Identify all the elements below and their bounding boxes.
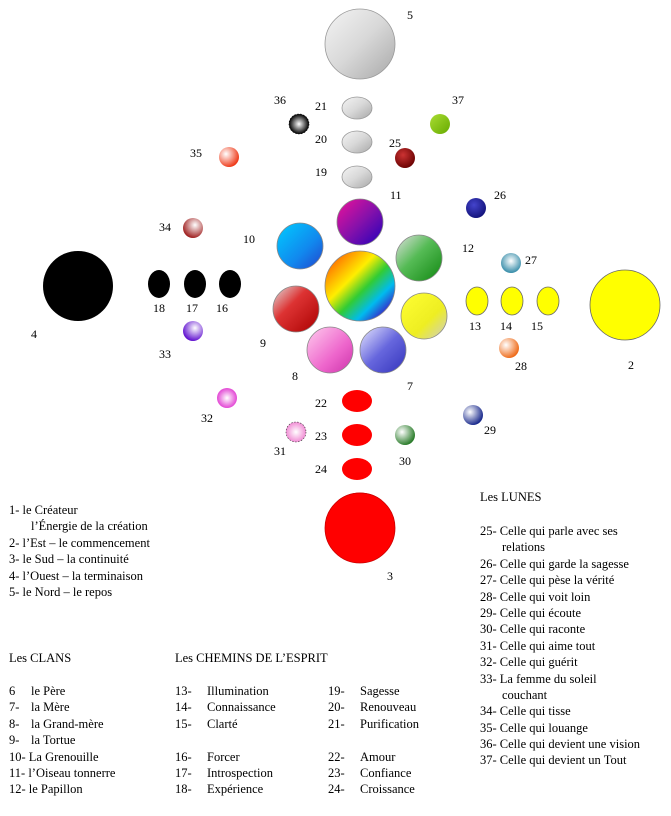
directions-legend	[9, 502, 150, 600]
label-31: 31	[274, 444, 286, 458]
moon-item: 35- Celle qui louange	[480, 720, 588, 735]
clan-item: 11- l’Oiseau tonnerre	[9, 765, 116, 780]
moon-stone-28	[499, 338, 519, 358]
label-27: 27	[525, 253, 537, 267]
moon-item-cont: couchant	[502, 687, 548, 702]
clan-stone-6	[401, 293, 447, 339]
label-36: 36	[274, 93, 286, 107]
label-15: 15	[531, 319, 543, 333]
moon-stone-31	[286, 422, 306, 442]
label-30: 30	[399, 454, 411, 468]
label-26: 26	[494, 188, 506, 202]
clan-item: 9- la Tortue	[9, 733, 76, 748]
label-10: 10	[243, 232, 255, 246]
path-item: 15- Clarté	[175, 716, 238, 731]
moon-stone-37	[430, 114, 450, 134]
direction-line-3: 3- le Sud – la continuité	[9, 552, 129, 567]
path-item: 24- Croissance	[328, 782, 415, 797]
moon-item: 32- Celle qui guérit	[480, 655, 578, 670]
path-spacer	[175, 732, 276, 748]
paths-col-2	[328, 683, 419, 798]
label-4: 4	[31, 327, 37, 341]
moon-stone-26	[466, 198, 486, 218]
creator-stone	[325, 251, 395, 321]
moon-item: 25- Celle qui parle avec ses	[480, 524, 618, 538]
path-stone-15	[537, 287, 559, 315]
label-2: 2	[628, 358, 634, 372]
moon-item: 34- Celle qui tisse	[480, 704, 571, 719]
path-stone-22	[342, 390, 372, 412]
label-34: 34	[159, 220, 171, 234]
paths-col-1	[175, 683, 276, 798]
moon-item: 30- Celle qui raconte	[480, 622, 586, 637]
direction-line-1: 1- le Créateur	[9, 503, 78, 517]
label-12: 12	[462, 241, 474, 255]
moon-item-cont: relations	[502, 540, 546, 555]
west-stone	[43, 251, 113, 321]
path-item: 18- Expérience	[175, 782, 264, 797]
moon-item: 33- La femme du soleil	[480, 671, 597, 686]
clan-stone-10	[277, 223, 323, 269]
path-item: 21- Purification	[328, 716, 420, 731]
label-17: 17	[186, 301, 198, 315]
direction-line-4: 4- l’Ouest – la terminaison	[9, 568, 143, 583]
label-3-html: 3	[387, 569, 393, 583]
path-stone-23	[342, 424, 372, 446]
label-21: 21	[315, 99, 327, 113]
label-20: 20	[315, 132, 327, 146]
moon-stone-36	[289, 114, 309, 134]
south-stone-lower	[325, 493, 395, 563]
label-32: 32	[201, 411, 213, 425]
label-28: 28	[515, 359, 527, 373]
moon-item: 37- Celle qui devient un Tout	[480, 753, 627, 768]
path-item: 17- Introspection	[175, 765, 273, 780]
moon-stone-33	[183, 321, 203, 341]
moon-stone-25	[395, 148, 415, 168]
path-item: 13- Illumination	[175, 684, 269, 698]
label-11: 11	[390, 188, 402, 202]
path-stone-13	[466, 287, 488, 315]
east-stone	[590, 270, 660, 340]
label-23: 23	[315, 429, 327, 443]
label-22: 22	[315, 396, 327, 410]
label-7: 7	[407, 379, 413, 393]
path-spacer	[328, 732, 419, 748]
moons-list	[480, 523, 640, 769]
clan-stone-9	[273, 286, 319, 332]
path-stone-17	[184, 270, 206, 298]
path-stone-16	[219, 270, 241, 298]
moons-title: Les LUNES	[480, 490, 542, 504]
north-stone	[325, 9, 395, 79]
clan-item: 7- la Mère	[9, 700, 70, 715]
moon-stone-27	[501, 253, 521, 273]
path-item: 19- Sagesse	[328, 684, 400, 698]
path-item: 16- Forcer	[175, 749, 240, 764]
path-stone-20	[342, 131, 372, 153]
paths-title: Les CHEMINS DE L’ESPRIT	[175, 651, 328, 665]
direction-line-5: 5- le Nord – le repos	[9, 584, 113, 599]
label-14: 14	[500, 319, 512, 333]
moon-item: 31- Celle qui aime tout	[480, 638, 596, 653]
moon-item: 29- Celle qui écoute	[480, 605, 582, 620]
clan-stone-11	[337, 199, 383, 245]
label-24: 24	[315, 462, 327, 476]
moon-stone-35	[219, 147, 239, 167]
label-35: 35	[190, 146, 202, 160]
moon-stone-30	[395, 425, 415, 445]
clans-title: Les CLANS	[9, 651, 72, 665]
direction-line-1b: l’Énergie de la création	[31, 519, 148, 534]
path-item: 22- Amour	[328, 749, 396, 764]
label-8: 8	[292, 369, 298, 383]
clans-list	[9, 683, 115, 798]
clan-item: 6 le Père	[9, 684, 66, 698]
label-29: 29	[484, 423, 496, 437]
moon-item: 36- Celle qui devient une vision	[480, 737, 641, 752]
path-stone-21	[342, 97, 372, 119]
moon-stone-32	[217, 388, 237, 408]
label-25: 25	[389, 136, 401, 150]
moon-stone-34	[183, 218, 203, 238]
clan-item: 10- La Grenouille	[9, 749, 99, 764]
label-13: 13	[469, 319, 481, 333]
path-stone-18	[148, 270, 170, 298]
label-19: 19	[315, 165, 327, 179]
label-18: 18	[153, 301, 165, 315]
clan-stone-12	[396, 235, 442, 281]
moon-stone-29	[463, 405, 483, 425]
path-stone-14	[501, 287, 523, 315]
label-16: 16	[216, 301, 228, 315]
clan-item: 8- la Grand-mère	[9, 716, 104, 731]
moon-item: 28- Celle qui voit loin	[480, 589, 591, 604]
moon-item: 26- Celle qui garde la sagesse	[480, 556, 629, 571]
label-5: 5	[407, 8, 413, 22]
label-33: 33	[159, 347, 171, 361]
path-item: 14- Connaissance	[175, 700, 276, 715]
label-37: 37	[452, 93, 464, 107]
clan-stone-8	[307, 327, 353, 373]
path-item: 23- Confiance	[328, 765, 412, 780]
clan-stone-7	[360, 327, 406, 373]
direction-line-2: 2- l’Est – le commencement	[9, 535, 150, 550]
label-9: 9	[260, 336, 266, 350]
path-stone-24	[342, 458, 372, 480]
path-stone-19	[342, 166, 372, 188]
path-item: 20- Renouveau	[328, 700, 417, 715]
clan-item: 12- le Papillon	[9, 782, 83, 797]
moon-item: 27- Celle qui pèse la vérité	[480, 573, 615, 588]
